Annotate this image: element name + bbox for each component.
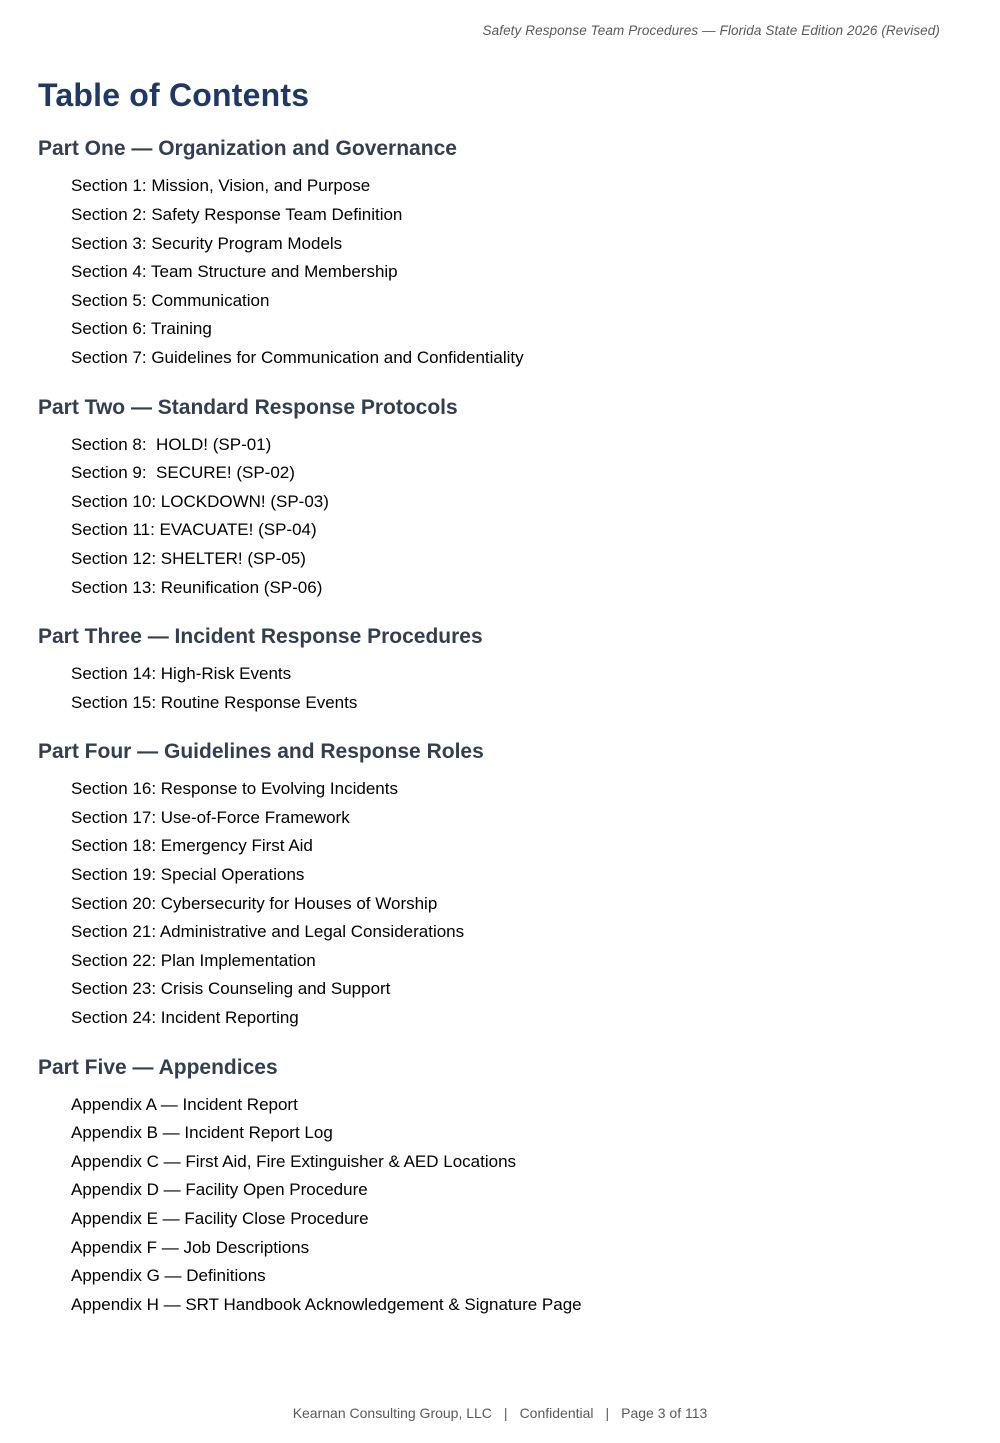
- toc-item-section-19: Section 19: Special Operations: [71, 865, 305, 885]
- part-three-item-list: [71, 660, 940, 717]
- toc-part-three: [38, 624, 940, 717]
- toc-item-section-6: Section 6: Training: [71, 319, 212, 339]
- document-footer: [0, 1405, 1000, 1421]
- toc-item-section-14: Section 14: High-Risk Events: [71, 664, 292, 684]
- part-one-item-list: [71, 172, 940, 372]
- toc-item-section-16: Section 16: Response to Evolving Incidents: [71, 779, 398, 799]
- toc-part-two: [38, 395, 940, 603]
- toc-item-section-4: Section 4: Team Structure and Membership: [71, 262, 398, 282]
- footer-confidential-label: Confidential: [519, 1405, 594, 1421]
- toc-item-section-22: Section 22: Plan Implementation: [71, 950, 316, 970]
- part-three-heading: Part Three — Incident Response Procedures: [38, 625, 483, 649]
- toc-item-section-18: Section 18: Emergency First Aid: [71, 836, 313, 856]
- toc-item-section-17: Section 17: Use-of-Force Framework: [71, 807, 350, 827]
- toc-item-appendix-b: Appendix B — Incident Report Log: [71, 1123, 333, 1143]
- toc-item-section-2: Section 2: Safety Response Team Definition: [71, 204, 403, 224]
- toc-item-section-5: Section 5: Communication: [71, 290, 270, 310]
- document-header: [0, 0, 1000, 40]
- toc-item-appendix-c: Appendix C — First Aid, Fire Extinguisher & AED Locations: [71, 1151, 517, 1171]
- toc-part-five: [38, 1055, 940, 1320]
- part-two-item-list: [71, 431, 940, 603]
- page-title: Table of Contents: [38, 77, 310, 113]
- footer-page-number: Page 3 of 113: [621, 1405, 708, 1421]
- toc-item-section-9: Section 9: SECURE! (SP-02): [71, 463, 295, 483]
- toc-item-appendix-f: Appendix F — Job Descriptions: [71, 1237, 310, 1257]
- footer-separator: |: [605, 1405, 610, 1421]
- toc-item-section-7: Section 7: Guidelines for Communication and Confidentiality: [71, 347, 524, 367]
- running-header-title: Safety Response Team Procedures — Florida State Edition 2026 (Revised): [482, 23, 940, 38]
- part-five-heading: Part Five — Appendices: [38, 1055, 278, 1079]
- toc-item-appendix-d: Appendix D — Facility Open Procedure: [71, 1180, 368, 1200]
- toc-item-section-10: Section 10: LOCKDOWN! (SP-03): [71, 491, 329, 511]
- toc-item-section-1: Section 1: Mission, Vision, and Purpose: [71, 176, 371, 196]
- toc-item-appendix-g: Appendix G — Definitions: [71, 1266, 266, 1286]
- toc-item-section-21: Section 21: Administrative and Legal Considerations: [71, 922, 465, 942]
- document-body: [0, 76, 1000, 1319]
- part-four-heading: Part Four — Guidelines and Response Roles: [38, 740, 484, 764]
- part-one-heading: Part One — Organization and Governance: [38, 137, 457, 161]
- part-five-item-list: [71, 1091, 940, 1320]
- toc-item-section-23: Section 23: Crisis Counseling and Support: [71, 979, 391, 999]
- toc-part-four: [38, 739, 940, 1032]
- toc-item-section-15: Section 15: Routine Response Events: [71, 692, 358, 712]
- toc-item-appendix-a: Appendix A — Incident Report: [71, 1094, 298, 1114]
- toc-item-section-12: Section 12: SHELTER! (SP-05): [71, 548, 306, 568]
- footer-company-name: Kearnan Consulting Group, LLC: [292, 1405, 492, 1421]
- toc-item-appendix-h: Appendix H — SRT Handbook Acknowledgement & Signature Page: [71, 1294, 582, 1314]
- toc-item-appendix-e: Appendix E — Facility Close Procedure: [71, 1209, 369, 1229]
- toc-item-section-13: Section 13: Reunification (SP-06): [71, 577, 323, 597]
- part-four-item-list: [71, 775, 940, 1032]
- toc-item-section-20: Section 20: Cybersecurity for Houses of Worship: [71, 893, 438, 913]
- toc-item-section-11: Section 11: EVACUATE! (SP-04): [71, 520, 317, 540]
- toc-item-section-8: Section 8: HOLD! (SP-01): [71, 434, 272, 454]
- toc-part-one: [38, 136, 940, 372]
- toc-item-section-24: Section 24: Incident Reporting: [71, 1008, 299, 1028]
- part-two-heading: Part Two — Standard Response Protocols: [38, 395, 458, 419]
- footer-separator: |: [503, 1405, 508, 1421]
- toc-item-section-3: Section 3: Security Program Models: [71, 233, 343, 253]
